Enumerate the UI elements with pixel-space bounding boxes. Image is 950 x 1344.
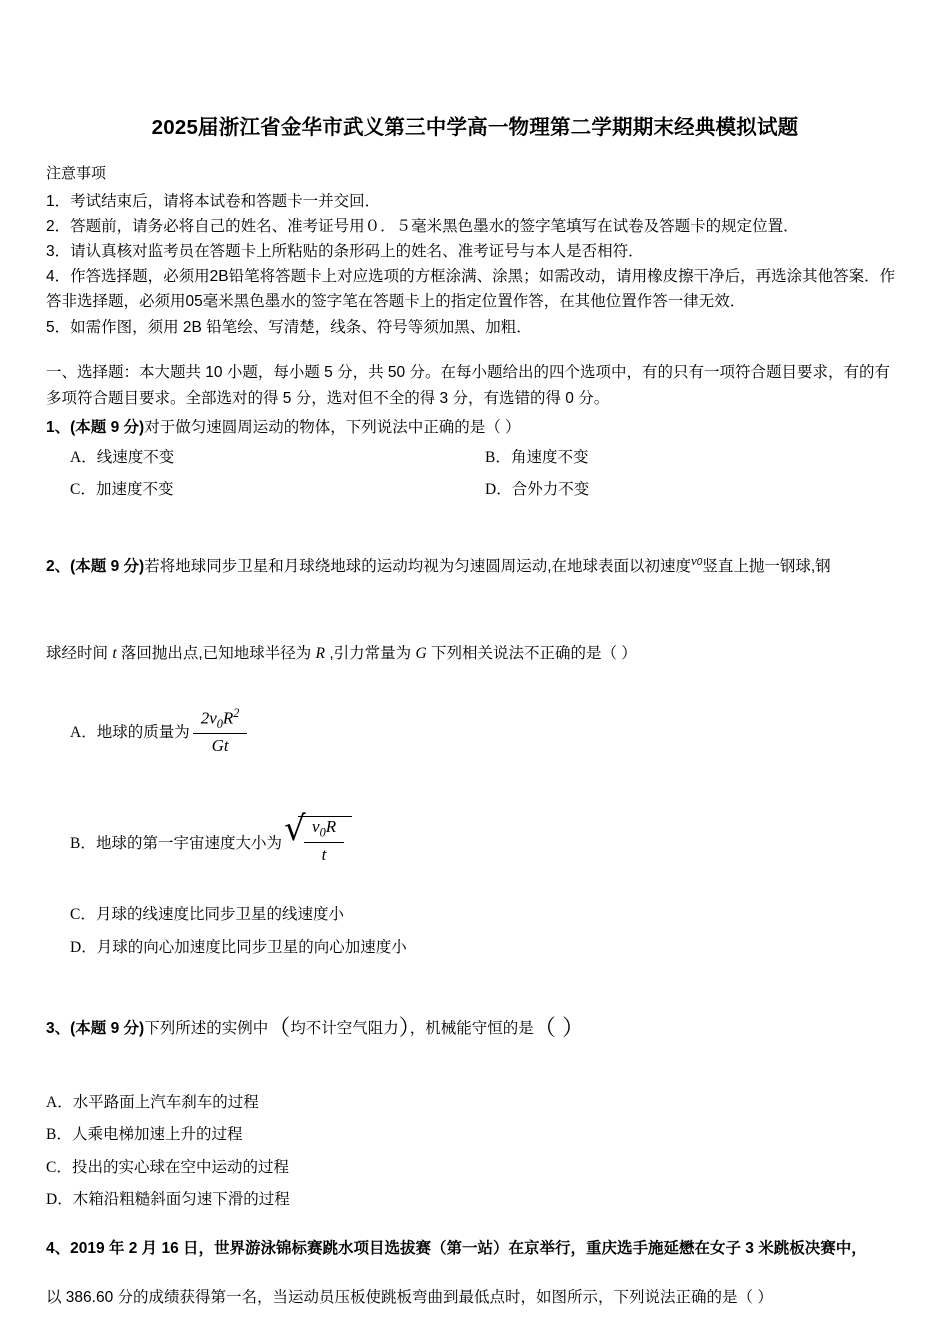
option-d-text: 合外力不变: [511, 481, 590, 499]
variable-G: G: [415, 644, 427, 662]
question-3-text-a: 下列所述的实例中: [144, 1019, 269, 1037]
spacer: [46, 1065, 904, 1087]
question-3-number: 3、: [46, 1019, 71, 1037]
question-1-options-row-2: [46, 474, 904, 506]
question-2-option-a: [46, 705, 904, 759]
variable-v0: v: [691, 553, 697, 569]
option-a-text: 地球的质量为: [96, 724, 190, 742]
option-c: [46, 474, 475, 506]
option-c-text: 加速度不变: [96, 481, 174, 499]
option-d-text: 月球的向心加速度比同步卫星的向心加速度小: [96, 938, 407, 956]
question-2-line2-a: 球经时间: [46, 644, 113, 662]
option-a-text: 水平路面上汽车刹车的过程: [72, 1093, 259, 1111]
notice-item: 1．考试结束后，请将本试卷和答题卡一并交回．: [46, 193, 381, 210]
spacer: [46, 506, 904, 532]
option-c-label: C．: [70, 481, 96, 499]
option-d-text: 木箱沿粗糙斜面匀速下滑的过程: [72, 1191, 290, 1209]
notice-heading: 注意事项: [46, 165, 107, 182]
question-3-option-c: [46, 1152, 904, 1185]
question-1-stem: [46, 413, 904, 442]
option-b-text: 角速度不变: [511, 449, 589, 467]
variable-R: R: [315, 644, 326, 662]
question-3-option-b: [46, 1119, 904, 1152]
variable-t: t: [112, 644, 117, 662]
question-2-score: (本题 9 分): [70, 558, 145, 576]
formula-numerator: $v_0R$: [304, 816, 344, 843]
question-4-stem-line-2: [46, 1281, 904, 1314]
option-d-label: D．: [46, 1191, 73, 1209]
question-2-stem-line-2: [46, 637, 904, 670]
formula-numerator: $2v_0R^2$: [193, 706, 248, 734]
question-3-text-c: ，机械能守恒的是: [409, 1019, 534, 1037]
question-2-stem-line-1: [46, 547, 904, 583]
paren-open: （: [268, 1014, 291, 1040]
formula-denominator: Gt: [211, 736, 229, 756]
question-3-option-a: [46, 1087, 904, 1120]
question-1-text: 对于做匀速圆周运动的物体，下列说法中正确的是（ ）: [144, 418, 521, 436]
question-4-text-line-2: 以 386.60 分的成绩获得第一名，当运动员压板使跳板弯曲到最低点时，如图所示，下列说法正确的是（ ）: [46, 1289, 773, 1307]
option-c-text: 投出的实心球在空中运动的过程: [72, 1158, 290, 1176]
notice-item: 2．答题前，请务必将自己的姓名、准考证号用０．５毫米黑色墨水的签字笔填写在试卷及答题卡的规定位置．: [46, 218, 799, 236]
question-2-line2-c: ,引力常量为: [325, 644, 416, 662]
question-2-line2-b: 落回抛出点,已知地球半径为: [116, 644, 316, 662]
spacer: [46, 964, 904, 986]
spacer: [46, 599, 904, 621]
radical-icon: √: [284, 809, 306, 850]
spacer: [46, 869, 904, 899]
option-a-text: 线速度不变: [96, 449, 175, 467]
option-b-label: B．: [70, 835, 96, 853]
option-b-text: 地球的第一宇宙速度大小为: [96, 835, 283, 853]
option-a-label: A．: [46, 1093, 73, 1111]
question-2-text-part-1: 若将地球同步卫星和月球绕地球的运动均视为匀速圆周运动,在地球表面以初速度: [144, 558, 691, 576]
question-2-text-part-2: 竖直上抛一钢球,钢: [702, 558, 831, 576]
option-d: [475, 474, 904, 506]
option-b-label: B．: [46, 1126, 72, 1144]
option-b-text: 人乘电梯加速上升的过程: [72, 1126, 243, 1144]
option-d-label: D．: [485, 481, 512, 499]
notice-item: 5．如需作图，须用 2B 铅笔绘、写清楚，线条、符号等须加黑、加粗．: [46, 318, 532, 336]
question-4-number: 4、: [46, 1240, 71, 1258]
section-one-intro: 一、选择题：本大题共 10 小题，每小题 5 分，共 50 分。在每小题给出的四个选项中，有的只有一项符合题目要求，有的有多项符合题目要求。全部选对的得 5 分，选对但不全的得 3 分，有选错的得 0 分。: [46, 363, 890, 408]
formula-fraction: [304, 816, 344, 865]
question-1-options-row-1: [46, 442, 904, 474]
option-a-label: A．: [70, 724, 97, 742]
option-b-label: B．: [485, 449, 511, 467]
question-2-option-d: [46, 932, 904, 965]
paren-close: ）: [398, 1014, 410, 1040]
formula-first-cosmic-velocity: [284, 809, 352, 867]
option-a-label: A．: [70, 449, 97, 467]
question-3-score: (本题 9 分): [70, 1019, 145, 1037]
question-3-option-d: [46, 1184, 904, 1217]
notice-item: 4．作答选择题，必须用2B铅笔将答题卡上对应选项的方框涂满、涂黑；如需改动，请用橡皮擦干净后，再选涂其他答案．作答非选择题，必须用05毫米黑色墨水的签字笔在答题卡上的指定位置作答，在其他位置作答一律无效．: [46, 268, 896, 311]
notice-item: 3．请认真核对监考员在答题卡上所粘贴的条形码上的姓名、准考证号与本人是否相符．: [46, 243, 644, 261]
option-a: [46, 442, 475, 474]
variable-v0-subscript: 0: [696, 557, 703, 569]
question-2-number: 2、: [46, 558, 71, 576]
question-4-text-line-1: 2019 年 2 月 16 日，世界游泳锦标赛跳水项目选拔赛（第一站）在京举行，重庆选手施延懋在女子 3 米跳板决赛中，: [70, 1240, 867, 1258]
option-c-text: 月球的线速度比同步卫星的线速度小: [96, 906, 345, 924]
spacer: [46, 340, 904, 360]
page-title: 2025届浙江省金华市武义第三中学高一物理第二学期期末经典模拟试题: [151, 116, 799, 139]
formula-earth-mass: [193, 706, 248, 757]
question-2-option-c: [46, 899, 904, 932]
question-1-score: (本题 9 分): [70, 418, 145, 436]
spacer: [46, 758, 904, 788]
option-c-label: C．: [70, 906, 96, 924]
answer-blank: （ ）: [533, 1014, 585, 1040]
question-2-line2-d: 下列相关说法不正确的是（ ）: [426, 644, 637, 662]
question-2-option-b: [46, 809, 904, 869]
formula-denominator: t: [321, 844, 327, 864]
option-d-label: D．: [70, 938, 97, 956]
question-1-number: 1、: [46, 418, 71, 436]
question-3-stem: [46, 1002, 904, 1049]
question-4-stem-line-1: [46, 1232, 904, 1265]
option-c-label: C．: [46, 1158, 72, 1176]
option-b: [475, 442, 904, 474]
spacer: [46, 788, 904, 818]
spacer: [46, 686, 904, 708]
question-3-text-b: 均不计空气阻力: [290, 1019, 399, 1037]
radicand: [298, 816, 352, 867]
